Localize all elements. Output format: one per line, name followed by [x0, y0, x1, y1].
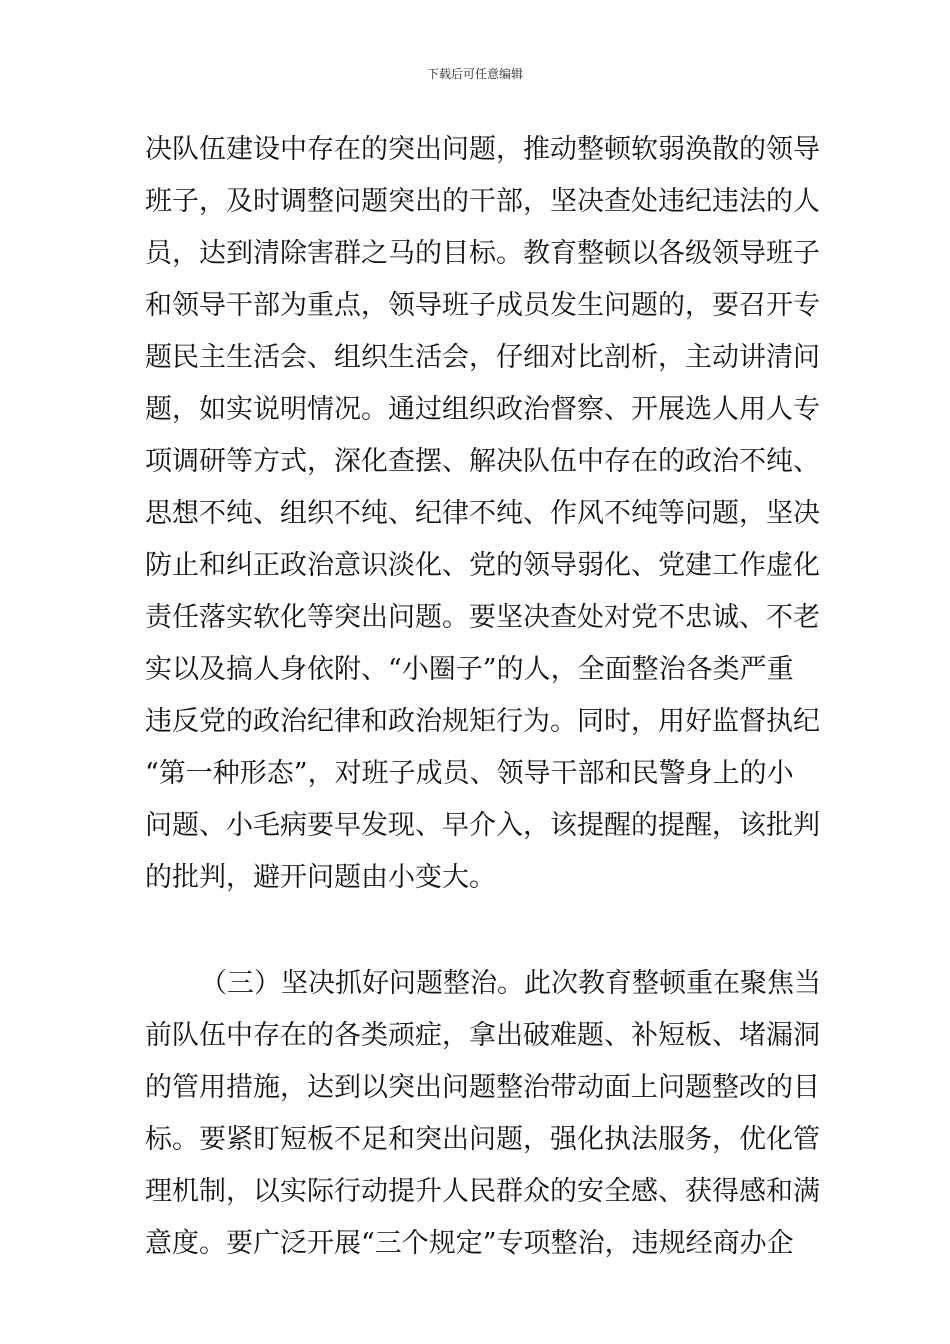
paragraph-line: 班子，及时调整问题突出的干部，坚决查处违纪违法的人	[145, 186, 820, 217]
paragraph-line: 项调研等方式，深化查摆、解决队伍中存在的政治不纯、	[145, 446, 820, 477]
paragraph-line: “第一种形态”，对班子成员、领导干部和民警身上的小	[145, 758, 794, 789]
paragraph-line: 防止和纠正政治意识淡化、党的领导弱化、党建工作虚化	[145, 550, 820, 581]
paragraph-line: 意度。要广泛开展“三个规定”专项整治，违规经商办企	[145, 1228, 794, 1259]
paragraph-line: 决队伍建设中存在的突出问题，推动整顿软弱涣散的领导	[145, 134, 820, 165]
paragraph-line: 的管用措施，达到以突出问题整治带动面上问题整改的目	[145, 1072, 820, 1103]
paragraph-line: 责任落实软化等突出问题。要坚决查处对党不忠诚、不老	[145, 602, 820, 633]
paragraph-line: （三）坚决抓好问题整治。此次教育整顿重在聚焦当	[200, 968, 821, 999]
paragraph-line: 违反党的政治纪律和政治规矩行为。同时，用好监督执纪	[145, 706, 820, 737]
paragraph-line: 前队伍中存在的各类顽症，拿出破难题、补短板、堵漏洞	[145, 1020, 820, 1051]
paragraph-line: 标。要紧盯短板不足和突出问题，强化执法服务，优化管	[145, 1124, 820, 1155]
paragraph-line: 题民主生活会、组织生活会，仔细对比剖析，主动讲清问	[145, 342, 820, 373]
paragraph-line: 的批判，避开问题由小变大。	[145, 862, 496, 893]
paragraph-line: 问题、小毛病要早发现、早介入，该提醒的提醒，该批判	[145, 810, 820, 841]
page-header: 下载后可任意编辑	[426, 67, 523, 81]
paragraph-line: 理机制，以实际行动提升人民群众的安全感、获得感和满	[145, 1176, 820, 1207]
paragraph-line: 题，如实说明情况。通过组织政治督察、开展选人用人专	[145, 394, 820, 425]
paragraph-line: 思想不纯、组织不纯、纪律不纯、作风不纯等问题，坚决	[145, 498, 820, 529]
paragraph-line: 和领导干部为重点，领导班子成员发生问题的，要召开专	[145, 290, 820, 321]
paragraph-line: 实以及搞人身依附、“小圈子”的人，全面整治各类严重	[145, 654, 794, 685]
paragraph-line: 员，达到清除害群之马的目标。教育整顿以各级领导班子	[145, 238, 820, 269]
